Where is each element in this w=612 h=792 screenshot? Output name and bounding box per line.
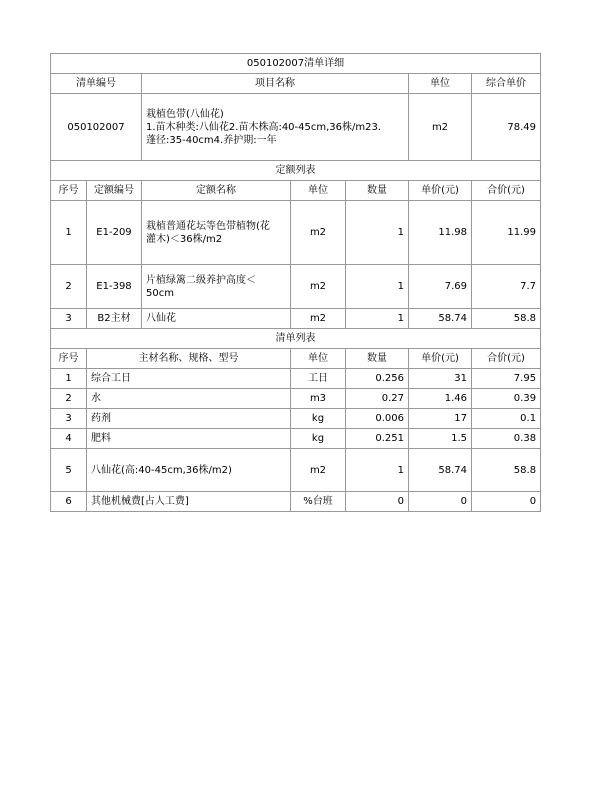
quota-price: 58.74 bbox=[409, 309, 472, 329]
material-seq: 1 bbox=[51, 369, 87, 389]
material-unit: m3 bbox=[291, 389, 346, 409]
material-total: 7.95 bbox=[472, 369, 541, 389]
material-total: 0.39 bbox=[472, 389, 541, 409]
material-price: 1.46 bbox=[409, 389, 472, 409]
quota-name-line: 片植绿篱二级养护高度＜ bbox=[146, 274, 256, 286]
material-name: 药剂 bbox=[87, 409, 291, 429]
material-total-header: 合价(元) bbox=[472, 349, 541, 369]
bill-item-name-line: 蓬径:35-40cm4.养护期:一年 bbox=[146, 134, 277, 146]
quota-name-header: 定额名称 bbox=[142, 181, 291, 201]
material-unit-header: 单位 bbox=[291, 349, 346, 369]
material-unit: m2 bbox=[291, 449, 346, 492]
material-unit: kg bbox=[291, 409, 346, 429]
quota-name-line: 灌木)＜36株/m2 bbox=[146, 233, 223, 245]
material-unit: %台班 bbox=[291, 492, 346, 512]
material-name: 八仙花(高:40-45cm,36株/m2) bbox=[87, 449, 291, 492]
quota-name bbox=[142, 309, 291, 329]
quota-table bbox=[50, 160, 541, 329]
quota-qty-header: 数量 bbox=[346, 181, 409, 201]
material-row bbox=[51, 449, 541, 492]
material-section-title: 清单列表 bbox=[51, 329, 541, 349]
bill-unit-price-header: 综合单价 bbox=[472, 74, 541, 94]
quota-price-header: 单价(元) bbox=[409, 181, 472, 201]
bill-summary-table bbox=[50, 53, 541, 161]
material-seq: 3 bbox=[51, 409, 87, 429]
material-table bbox=[50, 328, 541, 512]
material-qty: 0 bbox=[346, 492, 409, 512]
material-seq: 6 bbox=[51, 492, 87, 512]
quota-seq: 2 bbox=[51, 265, 87, 309]
quota-code: B2主材 bbox=[87, 309, 142, 329]
material-name-header: 主材名称、规格、型号 bbox=[87, 349, 291, 369]
quota-row bbox=[51, 265, 541, 309]
material-row bbox=[51, 492, 541, 512]
bill-unit: m2 bbox=[409, 94, 472, 161]
material-qty-header: 数量 bbox=[346, 349, 409, 369]
quota-code: E1-398 bbox=[87, 265, 142, 309]
material-qty: 0.256 bbox=[346, 369, 409, 389]
material-row bbox=[51, 369, 541, 389]
quota-unit: m2 bbox=[291, 309, 346, 329]
quota-name-line: 50cm bbox=[146, 287, 174, 299]
material-qty: 0.006 bbox=[346, 409, 409, 429]
material-price: 0 bbox=[409, 492, 472, 512]
material-name: 综合工日 bbox=[87, 369, 291, 389]
quota-seq: 1 bbox=[51, 201, 87, 265]
material-qty: 0.251 bbox=[346, 429, 409, 449]
quota-total: 11.99 bbox=[472, 201, 541, 265]
quota-seq-header: 序号 bbox=[51, 181, 87, 201]
material-row bbox=[51, 409, 541, 429]
quota-seq: 3 bbox=[51, 309, 87, 329]
quota-total: 58.8 bbox=[472, 309, 541, 329]
material-price: 1.5 bbox=[409, 429, 472, 449]
sheet-title: 050102007清单详细 bbox=[51, 54, 541, 74]
bill-code-header: 清单编号 bbox=[51, 74, 142, 94]
quota-section-title: 定额列表 bbox=[51, 161, 541, 181]
material-seq: 2 bbox=[51, 389, 87, 409]
material-qty: 1 bbox=[346, 449, 409, 492]
bill-item-name-line: 栽植色带(八仙花) bbox=[146, 108, 224, 120]
material-seq: 4 bbox=[51, 429, 87, 449]
quota-qty: 1 bbox=[346, 309, 409, 329]
material-total: 58.8 bbox=[472, 449, 541, 492]
quota-total: 7.7 bbox=[472, 265, 541, 309]
material-price: 31 bbox=[409, 369, 472, 389]
quota-price: 11.98 bbox=[409, 201, 472, 265]
quota-row bbox=[51, 201, 541, 265]
material-seq: 5 bbox=[51, 449, 87, 492]
material-qty: 0.27 bbox=[346, 389, 409, 409]
material-seq-header: 序号 bbox=[51, 349, 87, 369]
bill-item-name-line: 1.苗木种类:八仙花2.苗木株高:40-45cm,36株/m23. bbox=[146, 121, 382, 133]
quota-unit: m2 bbox=[291, 265, 346, 309]
quota-code-header: 定额编号 bbox=[87, 181, 142, 201]
bill-name-header: 项目名称 bbox=[142, 74, 409, 94]
quota-name bbox=[142, 201, 291, 265]
quota-name-line: 八仙花 bbox=[146, 313, 176, 324]
quota-name-line: 栽植普通花坛等色带植物(花 bbox=[146, 220, 270, 232]
bill-item-name bbox=[142, 94, 409, 161]
quota-unit-header: 单位 bbox=[291, 181, 346, 201]
bill-unit-price: 78.49 bbox=[472, 94, 541, 161]
quota-qty: 1 bbox=[346, 265, 409, 309]
material-row bbox=[51, 429, 541, 449]
material-row bbox=[51, 389, 541, 409]
bill-unit-header: 单位 bbox=[409, 74, 472, 94]
quota-row bbox=[51, 309, 541, 329]
quota-code: E1-209 bbox=[87, 201, 142, 265]
material-name: 肥料 bbox=[87, 429, 291, 449]
quota-name bbox=[142, 265, 291, 309]
quota-qty: 1 bbox=[346, 201, 409, 265]
quota-price: 7.69 bbox=[409, 265, 472, 309]
material-total: 0.38 bbox=[472, 429, 541, 449]
bill-code: 050102007 bbox=[51, 94, 142, 161]
bill-detail-sheet bbox=[50, 53, 540, 512]
material-price-header: 单价(元) bbox=[409, 349, 472, 369]
material-price: 58.74 bbox=[409, 449, 472, 492]
quota-total-header: 合价(元) bbox=[472, 181, 541, 201]
material-name: 水 bbox=[87, 389, 291, 409]
material-name: 其他机械费[占人工费] bbox=[87, 492, 291, 512]
material-unit: kg bbox=[291, 429, 346, 449]
quota-unit: m2 bbox=[291, 201, 346, 265]
material-price: 17 bbox=[409, 409, 472, 429]
material-total: 0.1 bbox=[472, 409, 541, 429]
material-unit: 工日 bbox=[291, 369, 346, 389]
material-total: 0 bbox=[472, 492, 541, 512]
